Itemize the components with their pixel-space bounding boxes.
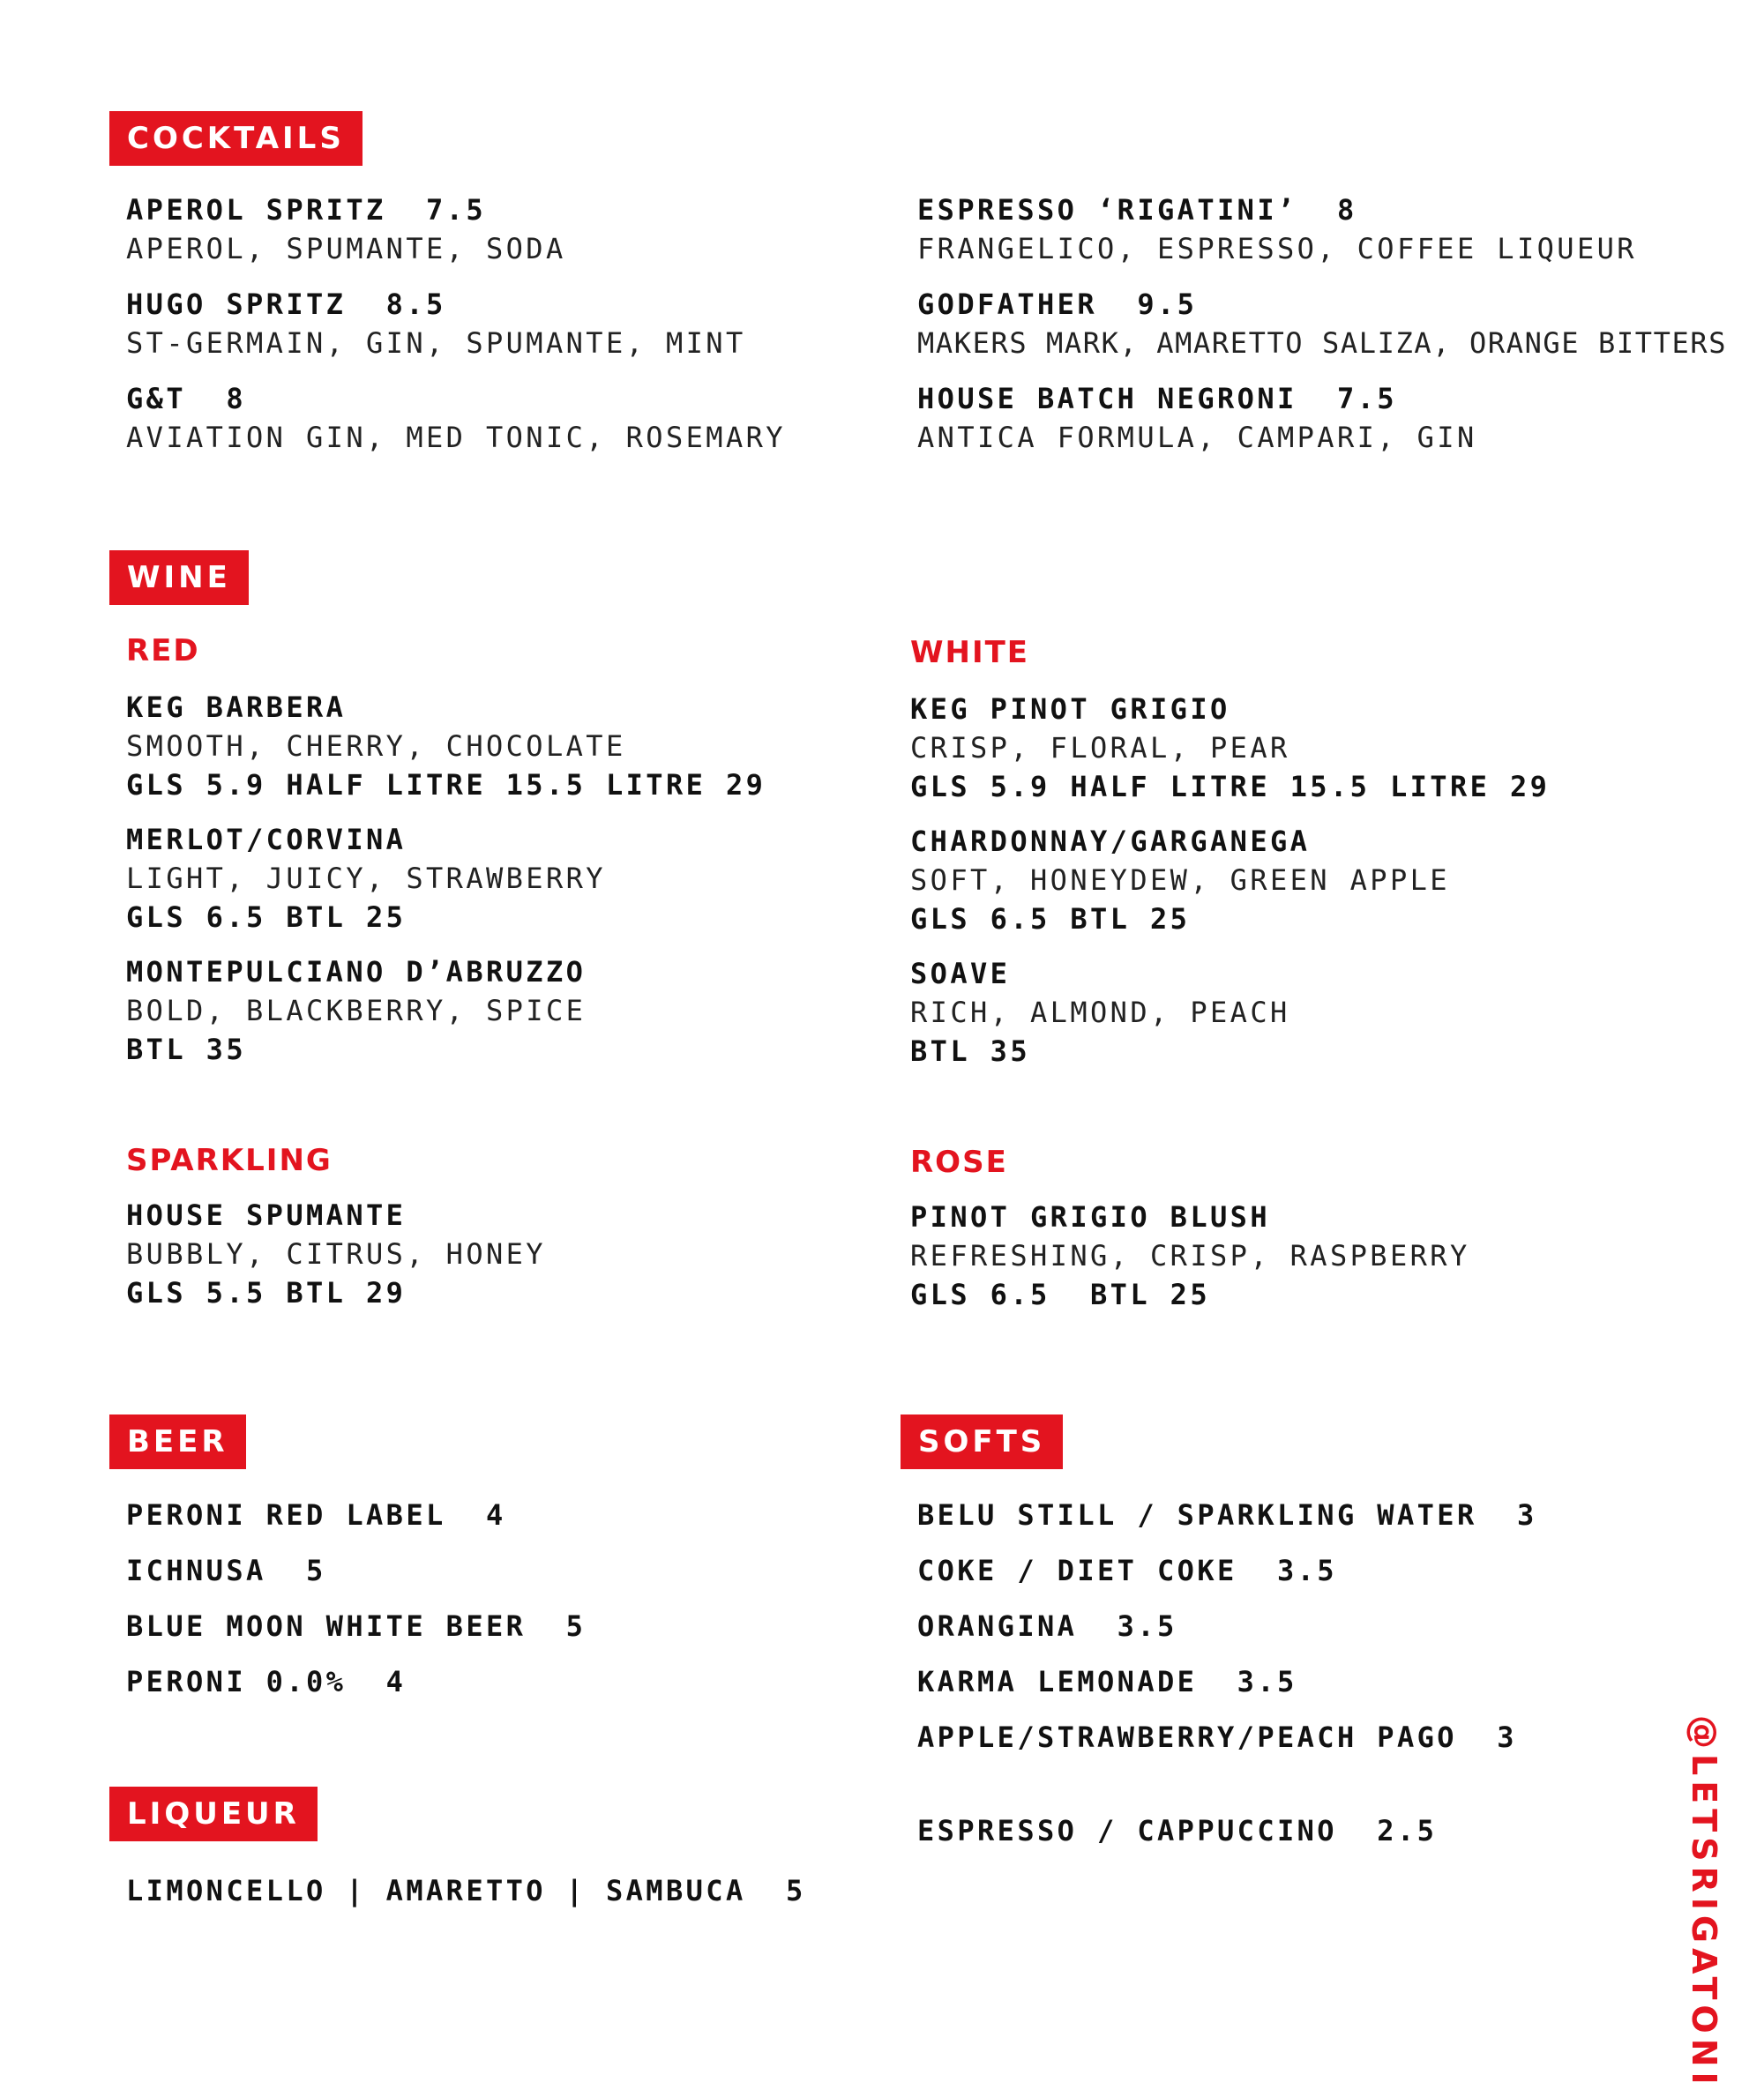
wine-group-rose: ROSE [910, 1145, 1008, 1180]
beer-item: PERONI 0.0% 4 [126, 1665, 407, 1698]
cocktail-desc: AVIATION GIN, MED TONIC, ROSEMARY [126, 421, 786, 454]
cocktail-desc: APEROL, SPUMANTE, SODA [126, 232, 566, 265]
cocktail-name: ESPRESSO ‘RIGATINI’ 8 [917, 193, 1357, 227]
wine-name: PINOT GRIGIO BLUSH [910, 1200, 1270, 1234]
section-beer-label: BEER [109, 1414, 246, 1469]
wine-price: BTL 35 [126, 1033, 246, 1066]
wine-name: HOUSE SPUMANTE [126, 1198, 407, 1232]
cocktail-name: GODFATHER 9.5 [917, 287, 1198, 321]
beer-item: BLUE MOON WHITE BEER 5 [126, 1609, 587, 1643]
cocktail-name: HUGO SPRITZ 8.5 [126, 287, 446, 321]
cocktail-name: HOUSE BATCH NEGRONI 7.5 [917, 382, 1397, 415]
cocktail-name: APEROL SPRITZ 7.5 [126, 193, 486, 227]
wine-desc: SOFT, HONEYDEW, GREEN APPLE [910, 863, 1450, 897]
wine-price: GLS 5.5 BTL 29 [126, 1276, 407, 1310]
wine-group-sparkling: SPARKLING [126, 1143, 333, 1178]
wine-name: KEG BARBERA [126, 690, 347, 724]
wine-price: GLS 6.5 BTL 25 [126, 900, 407, 934]
section-wine-label: WINE [109, 550, 249, 605]
wine-name: MERLOT/CORVINA [126, 823, 407, 856]
section-softs-label: SOFTS [901, 1414, 1063, 1469]
softs-item: APPLE/STRAWBERRY/PEACH PAGO 3 [917, 1721, 1517, 1754]
wine-desc: SMOOTH, CHERRY, CHOCOLATE [126, 729, 626, 763]
cocktail-desc: ST-GERMAIN, GIN, SPUMANTE, MINT [126, 326, 746, 360]
wine-name: CHARDONNAY/GARGANEGA [910, 825, 1311, 858]
wine-desc: CRISP, FLORAL, PEAR [910, 731, 1290, 765]
wine-desc: REFRESHING, CRISP, RASPBERRY [910, 1239, 1470, 1273]
wine-price: GLS 5.9 HALF LITRE 15.5 LITRE 29 [126, 768, 766, 802]
wine-group-red: RED [126, 633, 200, 668]
section-cocktails-label: COCKTAILS [109, 111, 363, 166]
softs-item: COKE / DIET COKE 3.5 [917, 1554, 1337, 1587]
wine-price: GLS 6.5 BTL 25 [910, 902, 1191, 936]
cocktail-desc: ANTICA FORMULA, CAMPARI, GIN [917, 421, 1477, 454]
beer-item: PERONI RED LABEL 4 [126, 1498, 506, 1532]
wine-name: SOAVE [910, 957, 1011, 990]
cocktail-desc: MAKERS MARK, AMARETTO SALIZA, ORANGE BITTERS [917, 326, 1728, 360]
wine-group-white: WHITE [910, 635, 1030, 670]
cocktail-desc: FRANGELICO, ESPRESSO, COFFEE LIQUEUR [917, 232, 1637, 265]
beer-item: ICHNUSA 5 [126, 1554, 326, 1587]
wine-name: MONTEPULCIANO D’ABRUZZO [126, 955, 587, 989]
wine-price: BTL 35 [910, 1034, 1030, 1068]
liqueur-item: LIMONCELLO | AMARETTO | SAMBUCA 5 [126, 1874, 806, 1907]
wine-desc: BUBBLY, CITRUS, HONEY [126, 1237, 546, 1271]
section-liqueur-label: LIQUEUR [109, 1787, 318, 1841]
softs-item: BELU STILL / SPARKLING WATER 3 [917, 1498, 1537, 1532]
wine-desc: LIGHT, JUICY, STRAWBERRY [126, 862, 606, 895]
wine-price: GLS 6.5 BTL 25 [910, 1278, 1210, 1311]
cocktail-name: G&T 8 [126, 382, 246, 415]
wine-desc: RICH, ALMOND, PEACH [910, 996, 1290, 1029]
social-handle: @LETSRIGATONI [1685, 1715, 1723, 2090]
softs-item: KARMA LEMONADE 3.5 [917, 1665, 1297, 1698]
softs-item: ORANGINA 3.5 [917, 1609, 1177, 1643]
softs-item: ESPRESSO / CAPPUCCINO 2.5 [917, 1814, 1438, 1847]
wine-desc: BOLD, BLACKBERRY, SPICE [126, 994, 587, 1027]
wine-name: KEG PINOT GRIGIO [910, 692, 1230, 726]
wine-price: GLS 5.9 HALF LITRE 15.5 LITRE 29 [910, 770, 1551, 803]
